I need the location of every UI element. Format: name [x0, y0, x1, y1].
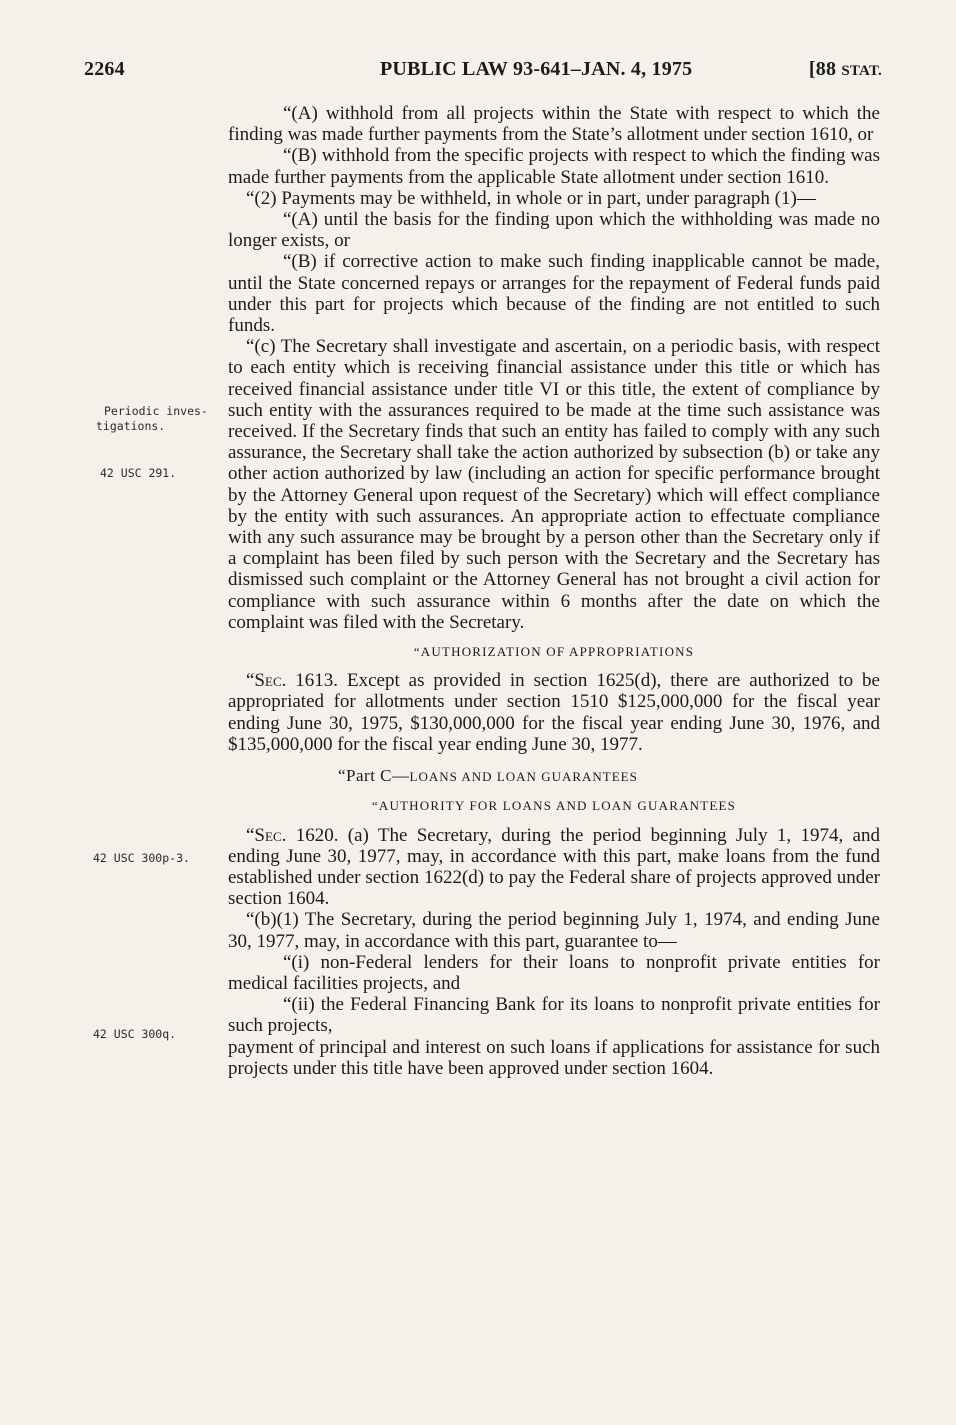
- paragraph-2: “(2) Payments may be withheld, in whole or in part, under paragraph (1)—: [246, 187, 816, 209]
- sec-1613-label: “Sec.: [246, 670, 287, 692]
- heading-authority-loans: “AUTHORITY FOR LOANS AND LOAN GUARANTEES: [371, 798, 737, 814]
- header-title: PUBLIC LAW 93-641–JAN. 4, 1975: [380, 58, 693, 80]
- part-c-guarantees: GUARANTEES: [541, 769, 638, 785]
- header-stat-prefix: [88: [808, 58, 842, 80]
- margin-note-periodic: [96, 404, 208, 434]
- part-c-loans: LOANS AND: [409, 769, 497, 785]
- margin-note-usc-300q: 42 USC 300q.: [93, 1027, 177, 1041]
- clause-i: “(i) non-Federal lenders for their loans to nonprofit private entities for medical facilities projects, and: [228, 951, 880, 994]
- subsection-c: “(c) The Secretary shall investigate and ascertain, on a periodic basis, with respect to each entity which is receiving financial assistance under this title or which has received financial assistance under title VI or this title, the extent of compliance by such entity with the assurances required to be made at the time such assistance was received. If the Secretary finds that such an entity has failed to comply with any such assurance, the Secretary shall take the action authorized by subsection (b) or take any other action authorized by law (including an action for specific performance brought by the Attorney General upon request of the Secretary) which will effect compliance by the entity with such assurances. An appropriate action to effectuate compliance with any such assurance may be brought by a person other than the Secretary only if a complaint has been filed by such person with the Secretary and the Secretary has dismissed such complaint or the Attorney General has not brought a civil action for compliance with such assurance within 6 months after the date on which the complaint was filed with the Secretary.: [228, 336, 880, 633]
- closing-paragraph: payment of principal and interest on such loans if applications for assistance for such projects under this title have been approved under section 1604.: [228, 1036, 880, 1079]
- margin-note-usc-291: 42 USC 291.: [100, 466, 177, 480]
- section-1613: [228, 670, 880, 755]
- paragraph-2b: “(B) if corrective action to make such finding inapplicable cannot be made, until the State concerned repays or arranges for the repayment of Federal funds paid under this part for projects which because of the finding are not entitled to such funds.: [228, 251, 880, 337]
- paragraph-1a: “(A) withhold from all projects within the State with respect to which the finding was made further payments from the State’s allotment under section 1610, or: [228, 103, 880, 146]
- header-statute: [809, 58, 882, 81]
- heading-part-c: [338, 765, 880, 787]
- header-stat-suffix: STAT.: [841, 63, 882, 79]
- margin-note-periodic-line1: Periodic inves-: [104, 404, 208, 418]
- sec-1620-text: 1620. (a) The Secretary, during the period beginning July 1, 1974, and ending June 30, 1977, may, in accordance with this part, make loans from the fund established under section 1622(d) to pay the Federal share of projects approved under section 1604.: [228, 824, 880, 910]
- part-c-prefix: “Part C—: [338, 766, 410, 786]
- page-number: 2264: [84, 58, 125, 80]
- sec-1620-label: “Sec.: [246, 824, 287, 846]
- section-1620: [228, 825, 880, 910]
- paragraph-1b: “(B) withhold from the specific projects with respect to which the finding was made further payments from the applicable State allotment under section 1610.: [228, 145, 880, 188]
- part-c-loan: LOAN: [496, 769, 542, 785]
- margin-note-periodic-line2: tigations.: [96, 419, 166, 433]
- paragraph-2a: “(A) until the basis for the finding upon which the withholding was made no longer exists, or: [228, 209, 880, 252]
- clause-ii: “(ii) the Federal Financing Bank for its loans to nonprofit private entities for such projects,: [228, 994, 880, 1037]
- subsection-b1: “(b)(1) The Secretary, during the period beginning July 1, 1974, and ending June 30, 1977, may, in accordance with this part, guarantee to—: [228, 909, 880, 952]
- sec-1613-text: 1613. Except as provided in section 1625(d), there are authorized to be appropriated for allotments under section 1510 $125,000,000 for the fiscal year ending June 30, 1975, $130,000,000 for the fiscal year ending June 30, 1976, and $135,000,000 for the fiscal year ending June 30, 1977.: [228, 670, 880, 755]
- heading-authorization-appropriations: “AUTHORIZATION OF APPROPRIATIONS: [413, 644, 695, 660]
- margin-note-usc-300p3: 42 USC 300p-3.: [93, 851, 190, 865]
- statute-body: [228, 103, 880, 1079]
